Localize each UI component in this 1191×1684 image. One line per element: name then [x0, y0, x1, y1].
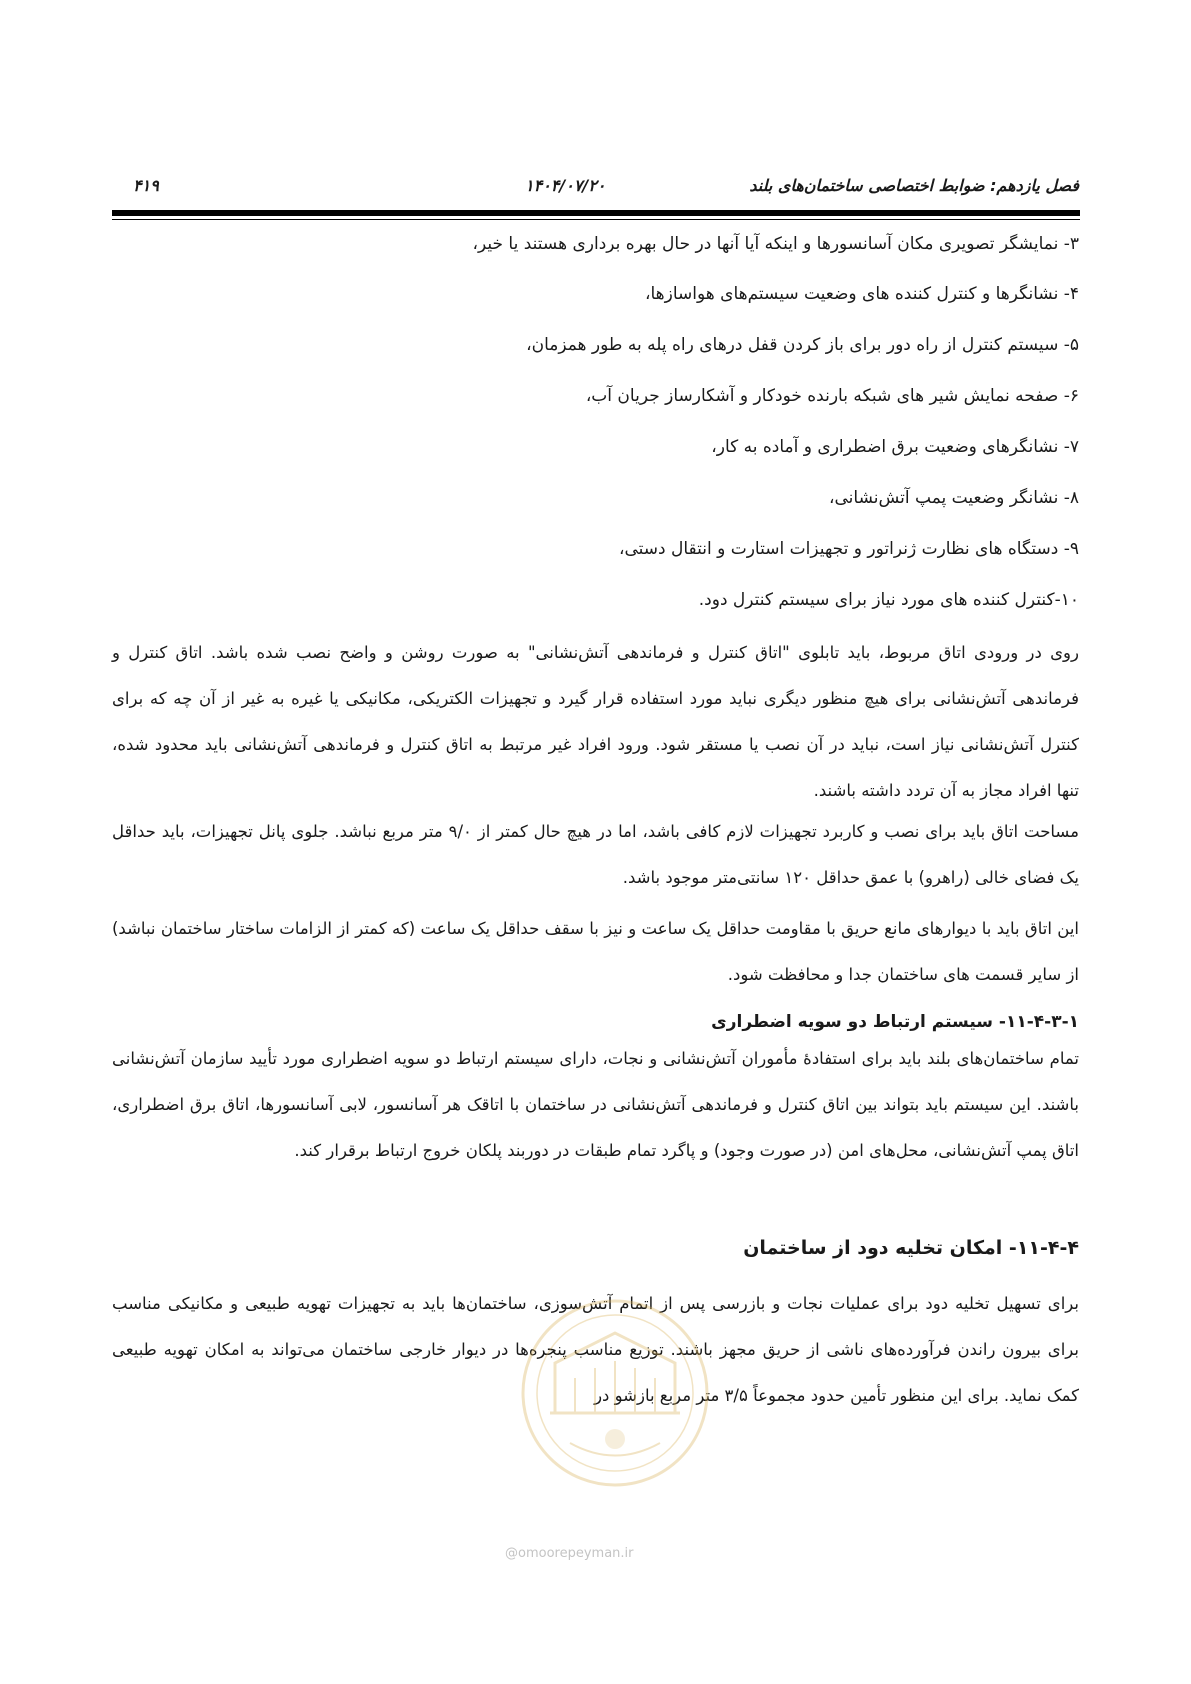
section-heading-smoke-removal: ۱۱-۴-۴- امکان تخلیه دود از ساختمان [743, 1237, 1079, 1259]
list-item-4: ۴- نشانگرها و کنترل کننده های وضعیت سیستم‌های هواسازها، [645, 284, 1079, 304]
list-item-5: ۵- سیستم کنترل از راه دور برای باز کردن قفل درهای راه پله به طور همزمان، [526, 335, 1079, 355]
header-rule-thin [112, 219, 1080, 220]
page-number: ۴۱۹ [133, 176, 159, 195]
list-item-10: ۱۰-کنترل کننده های مورد نیاز برای سیستم کنترل دود. [698, 590, 1079, 610]
paragraph-smoke-removal: برای تسهیل تخلیه دود برای عملیات نجات و بازرسی پس از اتمام آتش‌سوزی، ساختمان‌ها باید به تجهیزات تهویه طبیعی و مکانیکی مناسب برای بیرون راندن فرآورده‌های ناشی از حریق مجهز باشند. توزیع مناسب پنجره‌ها در دیوار خارجی ساختمان می‌تواند به امکان تهویه طبیعی کمک نماید. برای این منظور تأمین حدود مجموعاً ۳/۵ متر مربع بازشو در [112, 1294, 1079, 1405]
section-heading-communication: ۱۱-۴-۳-۱- سیستم ارتباط دو سویه اضطراری [711, 1012, 1079, 1032]
paragraph-room-area: مساحت اتاق باید برای نصب و کاربرد تجهیزات لازم کافی باشد، اما در هیچ حال کمتر از ۹/۰ متر مربع نباشد. جلوی پانل تجهیزات، باید حداقل یک فضای خالی (راهرو) با عمق حداقل ۱۲۰ سانتی‌متر موجود باشد. [112, 822, 1079, 887]
list-item-6: ۶- صفحه نمایش شیر های شبکه بارنده خودکار و آشکارساز جریان آب، [585, 386, 1079, 406]
list-item-9: ۹- دستگاه های نظارت ژنراتور و تجهیزات استارت و انتقال دستی، [618, 539, 1079, 559]
list-item-3: ۳- نمایشگر تصویری مکان آسانسورها و اینکه آیا آنها در حال بهره برداری هستند یا خیر، [472, 234, 1079, 254]
paragraph-room-walls: این اتاق باید با دیوارهای مانع حریق با مقاومت حداقل یک ساعت و نیز با سقف حداقل یک ساعت (که کمتر از الزامات ساختار ساختمان نباشد) از سایر قسمت های ساختمان جدا و محافظت شود. [112, 919, 1079, 984]
header-rule-thick [112, 210, 1080, 216]
paragraph-room-sign: روی در ورودی اتاق مربوط، باید تابلوی "اتاق کنترل و فرماندهی آتش‌نشانی" به صورت روشن و واضح نصب شده باشد. اتاق کنترل و فرماندهی آتش‌نشانی برای هیچ منظور دیگری نباید مورد استفاده قرار گیرد و تجهیزات الکتریکی، مکانیکی یا غیره به غیر از آن چه که برای کنترل آتش‌نشانی نیاز است، نباید در آن نصب یا مستقر شود. ورود افراد غیر مرتبط به اتاق کنترل و فرماندهی آتش‌نشانی باید محدود شده، تنها افراد مجاز به آن تردد داشته باشند. [112, 643, 1079, 800]
watermark-logo [515, 1293, 715, 1493]
chapter-title: فصل یازدهم: ضوابط اختصاصی ساختمان‌های بلند [749, 176, 1079, 195]
list-item-7: ۷- نشانگرهای وضعیت برق اضطراری و آماده به کار، [711, 437, 1079, 457]
list-item-8: ۸- نشانگر وضعیت پمپ آتش‌نشانی، [829, 488, 1079, 508]
watermark-handle: @omoorepeyman.ir [505, 1546, 634, 1561]
paragraph-communication: تمام ساختمان‌های بلند باید برای استفادهٔ مأموران آتش‌نشانی و نجات، دارای سیستم ارتباط دو سویه اضطراری مورد تأیید سازمان آتش‌نشانی باشند. این سیستم باید بتواند بین اتاق کنترل و فرماندهی آتش‌نشانی در ساختمان با اتاقک هر آسانسور، لابی آسانسورها، اتاق برق اضطراری، اتاق پمپ آتش‌نشانی، محل‌های امن (در صورت وجود) و پاگرد تمام طبقات در دوربند پلکان خروج ارتباط برقرار کند. [112, 1049, 1079, 1160]
header-date: ۱۴۰۴/۰۷/۲۰ [525, 176, 606, 195]
